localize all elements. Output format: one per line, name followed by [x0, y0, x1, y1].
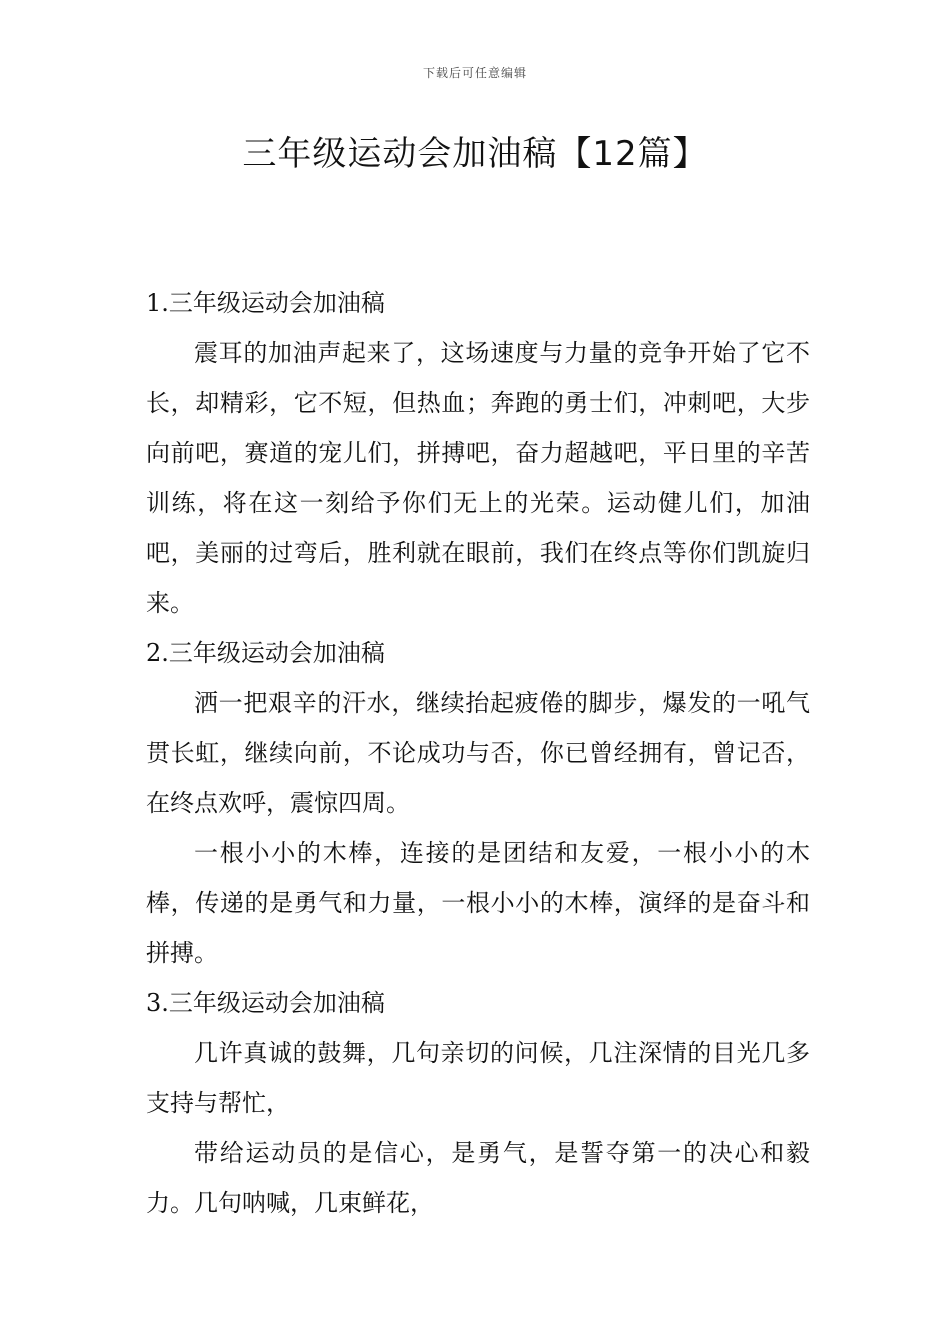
- document-title: 三年级运动会加油稿【12篇】: [242, 134, 708, 174]
- header-note: 下载后可任意编辑: [422, 66, 527, 80]
- section-3: [146, 978, 810, 1228]
- section-heading: 3.三年级运动会加油稿: [146, 989, 385, 1017]
- section-2: [146, 628, 810, 978]
- paragraph: 洒一把艰辛的汗水，继续抬起疲倦的脚步，爆发的一吼气贯长虹，继续向前，不论成功与否，你已曾经拥有，曾记否，在终点欢呼，震惊四周。: [146, 689, 810, 817]
- paragraph: 几许真诚的鼓舞，几句亲切的问候，几注深情的目光几多支持与帮忙，: [146, 1039, 810, 1117]
- section-1: [146, 278, 810, 628]
- paragraph: 带给运动员的是信心，是勇气，是誓夺第一的决心和毅力。几句呐喊，几束鲜花，: [146, 1139, 810, 1217]
- section-heading: 1.三年级运动会加油稿: [146, 289, 385, 317]
- paragraph: 一根小小的木棒，连接的是团结和友爱，一根小小的木棒，传递的是勇气和力量，一根小小的木棒，演绎的是奋斗和拼搏。: [146, 839, 810, 967]
- paragraph: 震耳的加油声起来了，这场速度与力量的竞争开始了它不长，却精彩，它不短，但热血；奔跑的勇士们，冲刺吧，大步向前吧，赛道的宠儿们，拼搏吧，奋力超越吧，平日里的辛苦训练，将在这一刻给予你们无上的光荣。运动健儿们，加油吧，美丽的过弯后，胜利就在眼前，我们在终点等你们凯旋归来。: [146, 339, 810, 617]
- document-body: [146, 278, 810, 1228]
- section-heading: 2.三年级运动会加油稿: [146, 639, 385, 667]
